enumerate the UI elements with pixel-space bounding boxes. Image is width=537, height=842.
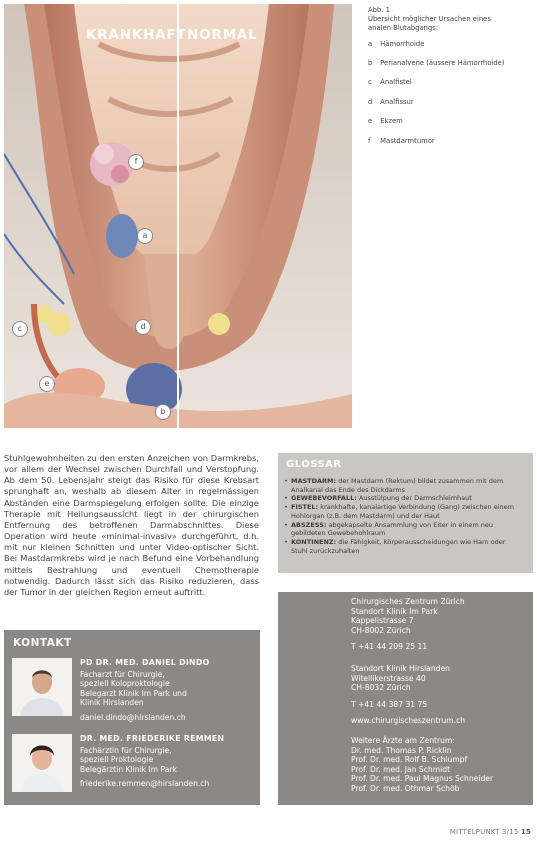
caption-item [368, 78, 533, 87]
glossar-definition: die Fähigkeit, Körperausscheidungen wie Harn oder Stuhl zurückzuhalten [291, 537, 506, 555]
doctor-line: Facharzt für Chirurgie, [80, 669, 165, 679]
other-doctor: Dr. med. Thomas P. Ricklin [351, 745, 452, 755]
caption-title-line: Übersicht möglicher Ursachen eines [368, 15, 491, 24]
other-doctor: Prof. Dr. med. Jan Schmidt [351, 764, 451, 774]
doctor-name: PD DR. MED. DANIEL DINDO [80, 658, 210, 667]
page-footer [450, 828, 531, 836]
clinic-phone: T +41 44 209 25 11 [351, 642, 428, 652]
caption-item [368, 98, 533, 107]
caption-text: Mastdarmtumor [380, 136, 435, 145]
caption-letter: f [368, 136, 371, 145]
caption-title-line: Abb. 1 [368, 6, 390, 14]
doctor-photo-remmen [12, 734, 72, 792]
kontakt-title: KONTAKT [13, 637, 72, 649]
clinic-line: Standort Klinik Im Park [351, 606, 438, 616]
label-krankhaft: KRANKHAFT [86, 27, 187, 43]
anatomy-illustration [4, 4, 352, 428]
doctor-photo-dindo [12, 658, 72, 716]
issue-label: MITTELPUNKT 3/15 [449, 828, 519, 836]
glossar-item [284, 503, 524, 520]
caption-letter: c [368, 78, 372, 87]
glossar-title: GLOSSAR [286, 459, 342, 470]
clinic-line: Kappelistrasse 7 [351, 616, 414, 626]
glossar-term: ABSZESS: [291, 520, 327, 529]
marker-a: a [137, 228, 153, 244]
caption-letter: d [368, 97, 373, 106]
glossar-item [284, 494, 524, 503]
glossar-definition: der Mastdarm (Rektum) bildet zusammen mit dem Analkanal das Ende des Dickdarms [291, 477, 504, 494]
doctor-line: Klinik Hirslanden [80, 698, 144, 708]
caption-item [368, 40, 533, 49]
glossar-term: KONTINENZ: [291, 537, 337, 546]
marker-d: d [135, 319, 151, 335]
caption-item [368, 117, 533, 126]
caption-title [368, 6, 533, 34]
doctor-info-dindo [80, 658, 256, 723]
other-doctor: Prof. Dr. med. Paul Magnus Schneider [351, 774, 494, 784]
doctor-line: Belegärztin Klinik Im Park [80, 764, 177, 774]
caption-item [368, 59, 533, 68]
clinic-website-link[interactable]: www.chirurgischeszentrum.ch [351, 716, 466, 726]
caption-letter: a [368, 39, 373, 48]
caption-text: Analfistel [380, 78, 412, 87]
figure-caption [368, 6, 533, 156]
doctor-line: Fachärztin für Chirurgie, [80, 745, 172, 755]
glossar-item [284, 477, 524, 494]
doctor-portrait [12, 734, 72, 792]
glossar-item [284, 538, 524, 555]
clinic-phone: T +41 44 387 31 75 [351, 699, 428, 709]
article-body-text: Stuhlgewohnheiten zu den ersten Anzeichen von Darmkrebs, vor allem der Wechsel zwischen Durchfall und Verstopfung. Ab dem 50. Lebensjahr steigt das Risiko für diese Krebsart sprunghaft an, weshalb ab diesem Alter in regelmässigen Abständen eine Darmspiegelung erfolgen sollte. Die einzige Therapie mit Heilungsaussicht liegt in der chirurgischen Entfernung des betroffenen Darmabschnittes. Diese Operation wird heute «minimal-invasiv» durchgeführt, d.h. mit nur kleinen Schnitten und unter Video-optischer Sicht. Bei Mastdarmkrebs wird je nach Befund eine Vorbehandlung mittels Bestrahlung und eventuell Chemotherapie notwendig. Dadurch lässt sich das Risiko reduzieren, dass der Tumor in der gleichen Region erneut auftritt. [4, 453, 259, 597]
caption-text: Ekzem [380, 117, 403, 126]
caption-item [368, 137, 533, 146]
glossar-definition: krankhafte, kanalartige Verbindung (Gang) zwischen einem Hohlorgan (z.B. dem Mastdarm) und der Haut [291, 503, 514, 520]
doctor-line: Belegarzt Klinik Im Park und [80, 688, 187, 698]
caption-text: Perianalvene (äussere Hämorrhoide) [380, 59, 505, 67]
glossar-definition: abgekapselte Ansammlung von Eiter in einem neu gebildeten Gewebehohlraum [291, 520, 493, 538]
clinic-park-block [351, 597, 531, 794]
clinic-line: CH-8032 Zürich [351, 683, 411, 693]
doctor-info-remmen [80, 734, 256, 789]
anatomy-drawing [4, 4, 352, 428]
caption-text: Hämorrhoide [380, 39, 425, 48]
glossar-box [278, 453, 533, 573]
other-doctor: Prof. Dr. med. Othmar Schöb [351, 783, 460, 793]
clinic-line: Witellikerstrasse 40 [351, 673, 426, 683]
caption-list [368, 40, 533, 146]
glossar-item [284, 521, 524, 538]
doctor-line: speziell Proktologie [80, 755, 154, 765]
caption-letter: e [368, 117, 373, 126]
glossar-term: GEWEBEVORFALL: [291, 494, 357, 503]
doctor-line: speziell Koloproktologie [80, 679, 170, 689]
clinic-info-box [278, 592, 533, 805]
marker-b: b [155, 404, 171, 420]
caption-letter: b [368, 59, 373, 67]
marker-c: c [12, 321, 28, 337]
glossar-definition: Ausstülpung der Darmschleimhaut [356, 494, 472, 503]
doctor-email-link[interactable]: friederike.remmen@hirslanden.ch [80, 779, 210, 789]
marker-f: f [128, 154, 144, 170]
glossar-term: MASTDARM: [291, 477, 337, 485]
caption-title-line: analen Blutabgangs: [368, 24, 439, 33]
clinic-line: Standort Klinik Hirslanden [351, 663, 450, 673]
clinic-line: Chirurgisches Zentrum Zürich [351, 597, 465, 606]
label-normal: NORMAL [187, 27, 258, 43]
glossar-list [284, 477, 524, 555]
doctor-name: DR. MED. FRIEDERIKE REMMEN [80, 734, 225, 743]
kontakt-box [4, 630, 260, 805]
other-doctors-title: Weitere Ärzte am Zentrum: [351, 735, 455, 745]
page-number: 15 [520, 828, 531, 836]
marker-e: e [39, 376, 55, 392]
glossar-term: FISTEL: [291, 503, 319, 512]
clinic-line: CH-8002 Zürich [351, 625, 411, 635]
doctor-email-link[interactable]: daniel.dindo@hirslanden.ch [80, 712, 186, 722]
doctor-portrait [12, 658, 72, 716]
other-doctor: Prof. Dr. med. Rolf B. Schlumpf [351, 755, 468, 765]
caption-text: Analfissur [380, 97, 414, 106]
